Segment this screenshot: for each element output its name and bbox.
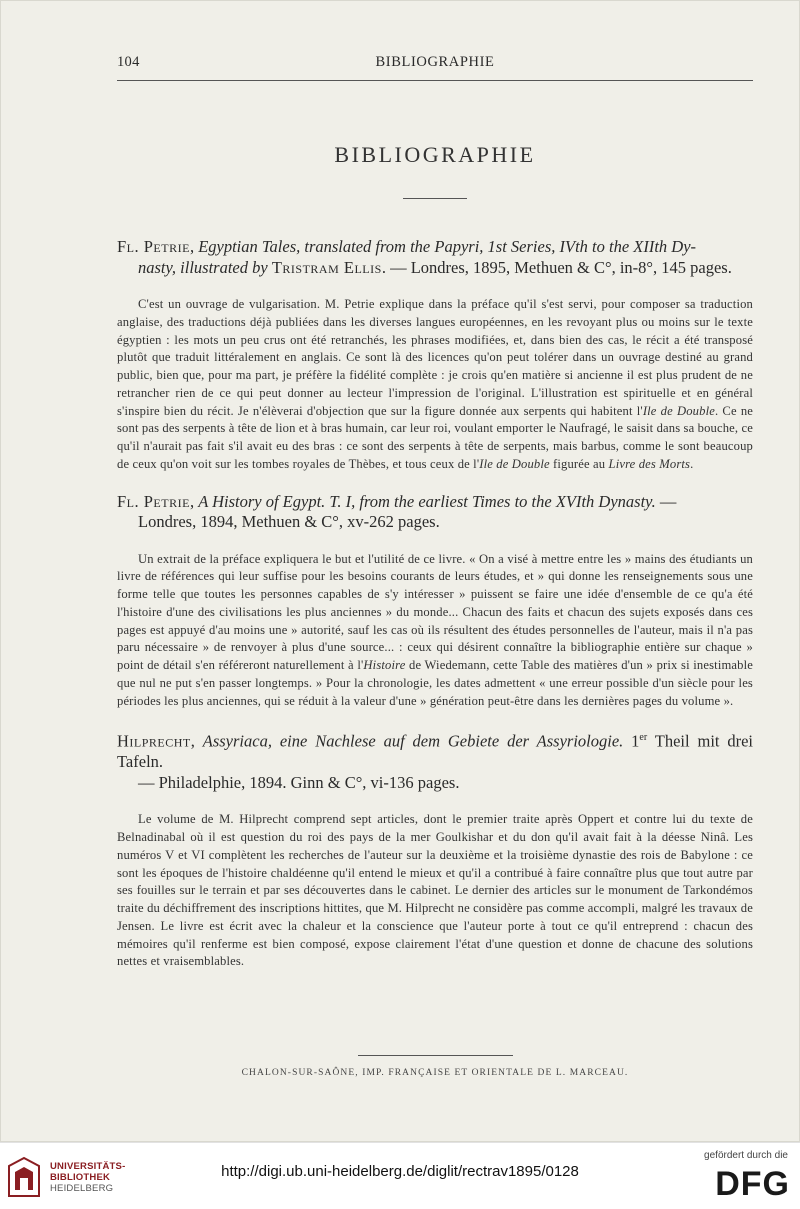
- entry-illustrator: Tristram Ellis: [271, 257, 382, 277]
- entry-publication: — Philadelphie, 1894. Ginn & C°, vi-136 pages.: [138, 772, 460, 792]
- source-url-link[interactable]: http://digi.ub.uni-heidelberg.de/diglit/rectrav1895/0128: [221, 1163, 579, 1180]
- entry-review: C'est un ouvrage de vulgarisation. M. Petrie explique dans la préface qu'il s'est servi, pour composer sa traduction anglaise, des traductions déjà publiées dans les diverses langues européennes, en les revoyant plus ou moins sur le texte égyptien : les mots un peu crus ont été retranchés, les phrases modifiées, et, dans bien des cas, le récit a été transposé plutôt que traduit littéralement en anglais. Ce sont là des licences qu'on peut tolérer dans un ouvrage destiné au grand public, bien que, pour ma part, je préfère la fidélité complète : je crois qu'en matière si ancienne il est plus prudent de ne retrancher rien de ce qui peut donner au lecteur l'impression de l'original. L'illustration est spirituelle et en général s'inspire bien du récit. Je n'élèverai d'objection que sur la figure donnée aux serpents qui habitent l'Ile de Double. Ce ne sont pas des serpents à tête de lion et à bras humain, car leur roi, voulant emporter le Naufragé, le saisit dans sa bouche, ce qu'il n'aurait pas fait s'il avait eu des bras : ce sont des serpents à tête de serpents, mais barbus, comme le sont beaucoup de ceux qu'on voit sur les tombes royales de Thèbes, et tous ceux de l'Ile de Double figurée au Livre des Morts.: [117, 297, 753, 471]
- entry-publication: — Londres, 1895, Methuen & C°, in-8°, 145 pages.: [390, 257, 732, 277]
- university-library-name[interactable]: UNIVERSITÄTS- BIBLIOTHEK HEIDELBERG: [50, 1161, 126, 1194]
- entry-review: Un extrait de la préface expliquera le but et l'utilité de ce livre. « On a visé à mettre entre les » mains des étudiants un livre de références qui leur suffise pour les besoins courants de leurs études, et » qui donne les renseignements sous une forme telle que toutes les personnes capables de s'y intéresser » puissent se faire une idée d'ensemble de ce qu'a été l'histoire d'une des civilisations les plus anciennes » du monde... Chacun des faits et chacun des sujets exposés dans ces pages est appuyé d'au moins une » autorité, sauf les cas où ils résultent des études personnelles de l'auteur, mais il n'a pas paru nécessaire » de renvoyer à plus d'une source... : ceux qui désirent connaître la bibliographie entière sur chaque » point de détail s'en référeront naturellement à l'Histoire de Wiedemann, cette Table des matières d'un » prix si inestimable que nul ne put s'en passer longtemps. » Pour la chronologie, les dates admettent « une erreur possible d'un siècle pour les périodes les plus anciennes, qui se réduit à la valeur d'une » génération peut-être dans les dernières pages du volume ».: [117, 551, 753, 708]
- entry-title: A History of Egypt. T. I, from the earliest Times to the XVIth Dynasty.: [198, 491, 656, 511]
- entry-author: Fl. Petrie: [117, 491, 190, 511]
- entry-author: Fl. Petrie: [117, 237, 190, 256]
- running-head: [117, 54, 753, 74]
- entry-heading: Fl. Petrie, A History of Egypt. T. I, from the earliest Times to the XVIth Dynasty. — Londres, 1894, Methuen & C°, xv-262 pages.: [117, 492, 753, 533]
- entry-publication: Londres, 1894, Methuen & C°, xv-262 pages.: [138, 512, 440, 531]
- printer-imprint: CHALON-SUR-SAÔNE, IMP. FRANÇAISE ET ORIENTALE DE L. MARCEAU.: [241, 1068, 629, 1078]
- entry-heading: Hilprecht, Assyriaca, eine Nachlese auf dem Gebiete der Assyriologie. 1er Theil mit drei Tafeln. — Philadelphie, 1894. Ginn & C°, vi-136 pages.: [117, 731, 754, 792]
- page-number: 104: [117, 54, 140, 70]
- bibliography-content: [117, 237, 753, 989]
- dfg-funding-label: gefördert durch die: [704, 1150, 788, 1161]
- header-rule: [117, 80, 753, 81]
- imprint-rule: [358, 1055, 513, 1056]
- title-rule: [403, 198, 467, 199]
- entry-title: Assyriaca, eine Nachlese auf dem Gebiete der Assyriologie.: [202, 731, 624, 751]
- entry-review: Le volume de M. Hilprecht comprend sept articles, dont le premier traite après Oppert et contre lui du texte de Belnadinabal où il est question du roi des pays de la mer Goulkishar et du don qu'il avait fait à la déesse Ninâ. Les numéros V et VI complètent les recherches de l'auteur sur la deuxième et la troisième dynastie des rois de Babylone : ce sont les époques de l'histoire chaldéenne qu'il entend le mieux et qu'il a contribué à faire connaître plus que tout autre par ses fouilles sur le terrain et par ses découvertes dans le cabinet. Le dernier des articles sur le monument de Tarkondémos traite du déchiffrement des inscriptions hittites, que M. Hilprecht ne considère pas comme accompli, malgré les travaux de Jensen. Le livre est écrit avec la chaleur et la conscience que l'auteur porte à tout ce qu'il entreprend : chacun des mémoires qu'il renferme est bien composé, expose clairement l'état d'une question et donne de chacune des solutions nettes et vraisemblables.: [117, 812, 753, 969]
- viewer-footer: [0, 1142, 800, 1209]
- entry-title-cont: nasty, illustrated by: [138, 257, 268, 277]
- page-title: BIBLIOGRAPHIE: [334, 142, 536, 167]
- entry-heading: Fl. Petrie, Egyptian Tales, translated from the Papyri, 1st Series, IVth to the XIIth Dy- nasty, illustrated by Tristram Ellis. — Londres, 1895, Methuen & C°, in-8°, 145 pages.: [117, 237, 732, 277]
- entry-author: Hilprecht: [117, 731, 191, 751]
- dfg-logo[interactable]: DFG: [715, 1165, 790, 1203]
- entry-title: Egyptian Tales, translated from the Papyri, 1st Series, IVth to the XIIth Dy-: [198, 237, 697, 256]
- running-head-title: BIBLIOGRAPHIE: [375, 54, 495, 70]
